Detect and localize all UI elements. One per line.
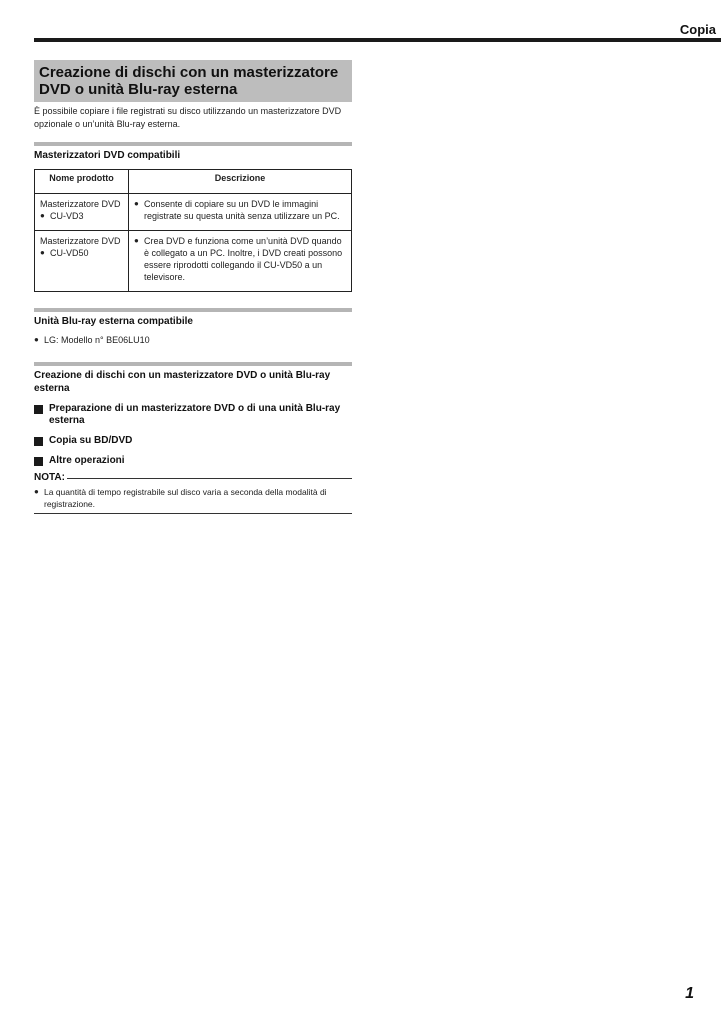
section-label: Copia	[679, 22, 716, 37]
page-title: Creazione di dischi con un masterizzatore DVD o unità Blu-ray esterna	[34, 60, 352, 102]
product-name: Masterizzatore DVD	[40, 236, 121, 246]
bluray-section-heading: Unità Blu-ray esterna compatibile	[34, 316, 193, 327]
header-rule	[34, 38, 721, 42]
intro-paragraph: È possibile copiare i file registrati su disco utilizzando un masterizzatore DVD opzionale o un’unità Blu-ray esterna.	[34, 106, 342, 129]
subheading-text[interactable]: Altre operazioni	[49, 455, 125, 466]
bullet-icon: ●	[40, 211, 45, 220]
dvd-burner-table	[34, 169, 352, 292]
bullet-icon: ●	[34, 487, 39, 496]
section-divider	[34, 308, 352, 312]
column-header-product: Nome prodotto	[35, 170, 129, 194]
square-bullet-icon	[34, 457, 43, 466]
description-item	[134, 198, 347, 222]
product-cell	[35, 194, 129, 231]
subheading-link[interactable]	[34, 455, 352, 467]
model-name: CU-VD3	[50, 211, 84, 221]
bullet-icon: ●	[134, 199, 139, 208]
model-item	[40, 247, 124, 259]
subheading-text[interactable]: Preparazione di un masterizzatore DVD o di una unità Blu-ray esterna	[49, 403, 341, 426]
description-text: Crea DVD e funziona come un’unità DVD quando è collegato a un PC. Inoltre, i DVD creati possono essere riprodotti collegando il CU-VD50 a un televisore.	[144, 236, 343, 282]
bullet-icon: ●	[134, 236, 139, 245]
product-name: Masterizzatore DVD	[40, 199, 121, 209]
page-number: 1	[685, 985, 694, 1002]
note-end-rule	[34, 513, 352, 514]
creation-section-heading: Creazione di dischi con un masterizzatore DVD o unità Blu-ray esterna	[34, 370, 331, 394]
description-item	[134, 235, 347, 283]
note-rule	[67, 478, 352, 479]
note-label: NOTA:	[34, 472, 65, 483]
description-cell	[129, 194, 352, 231]
bluray-model: LG: Modello n° BE06LU10	[44, 335, 150, 345]
subheading-link[interactable]	[34, 403, 352, 427]
square-bullet-icon	[34, 437, 43, 446]
note-text: La quantità di tempo registrabile sul disco varia a seconda della modalità di registrazione.	[44, 487, 327, 509]
section-divider	[34, 362, 352, 366]
product-cell	[35, 231, 129, 292]
model-item	[40, 210, 124, 222]
column-header-description: Descrizione	[129, 170, 352, 194]
bluray-item	[34, 334, 352, 346]
bullet-icon: ●	[34, 335, 39, 344]
square-bullet-icon	[34, 405, 43, 414]
description-text: Consente di copiare su un DVD le immagini registrate su questa unità senza utilizzare un PC.	[144, 199, 340, 221]
subheading-text[interactable]: Copia su BD/DVD	[49, 435, 133, 446]
bullet-icon: ●	[40, 248, 45, 257]
dvd-section-heading: Masterizzatori DVD compatibili	[34, 150, 181, 161]
table-row	[35, 231, 352, 292]
note-item	[34, 486, 352, 510]
subheading-link[interactable]	[34, 435, 352, 447]
table-header-row	[35, 170, 352, 194]
model-name: CU-VD50	[50, 248, 89, 258]
description-cell	[129, 231, 352, 292]
table-row	[35, 194, 352, 231]
section-divider	[34, 142, 352, 146]
main-column	[34, 60, 352, 514]
note-header	[34, 472, 352, 483]
